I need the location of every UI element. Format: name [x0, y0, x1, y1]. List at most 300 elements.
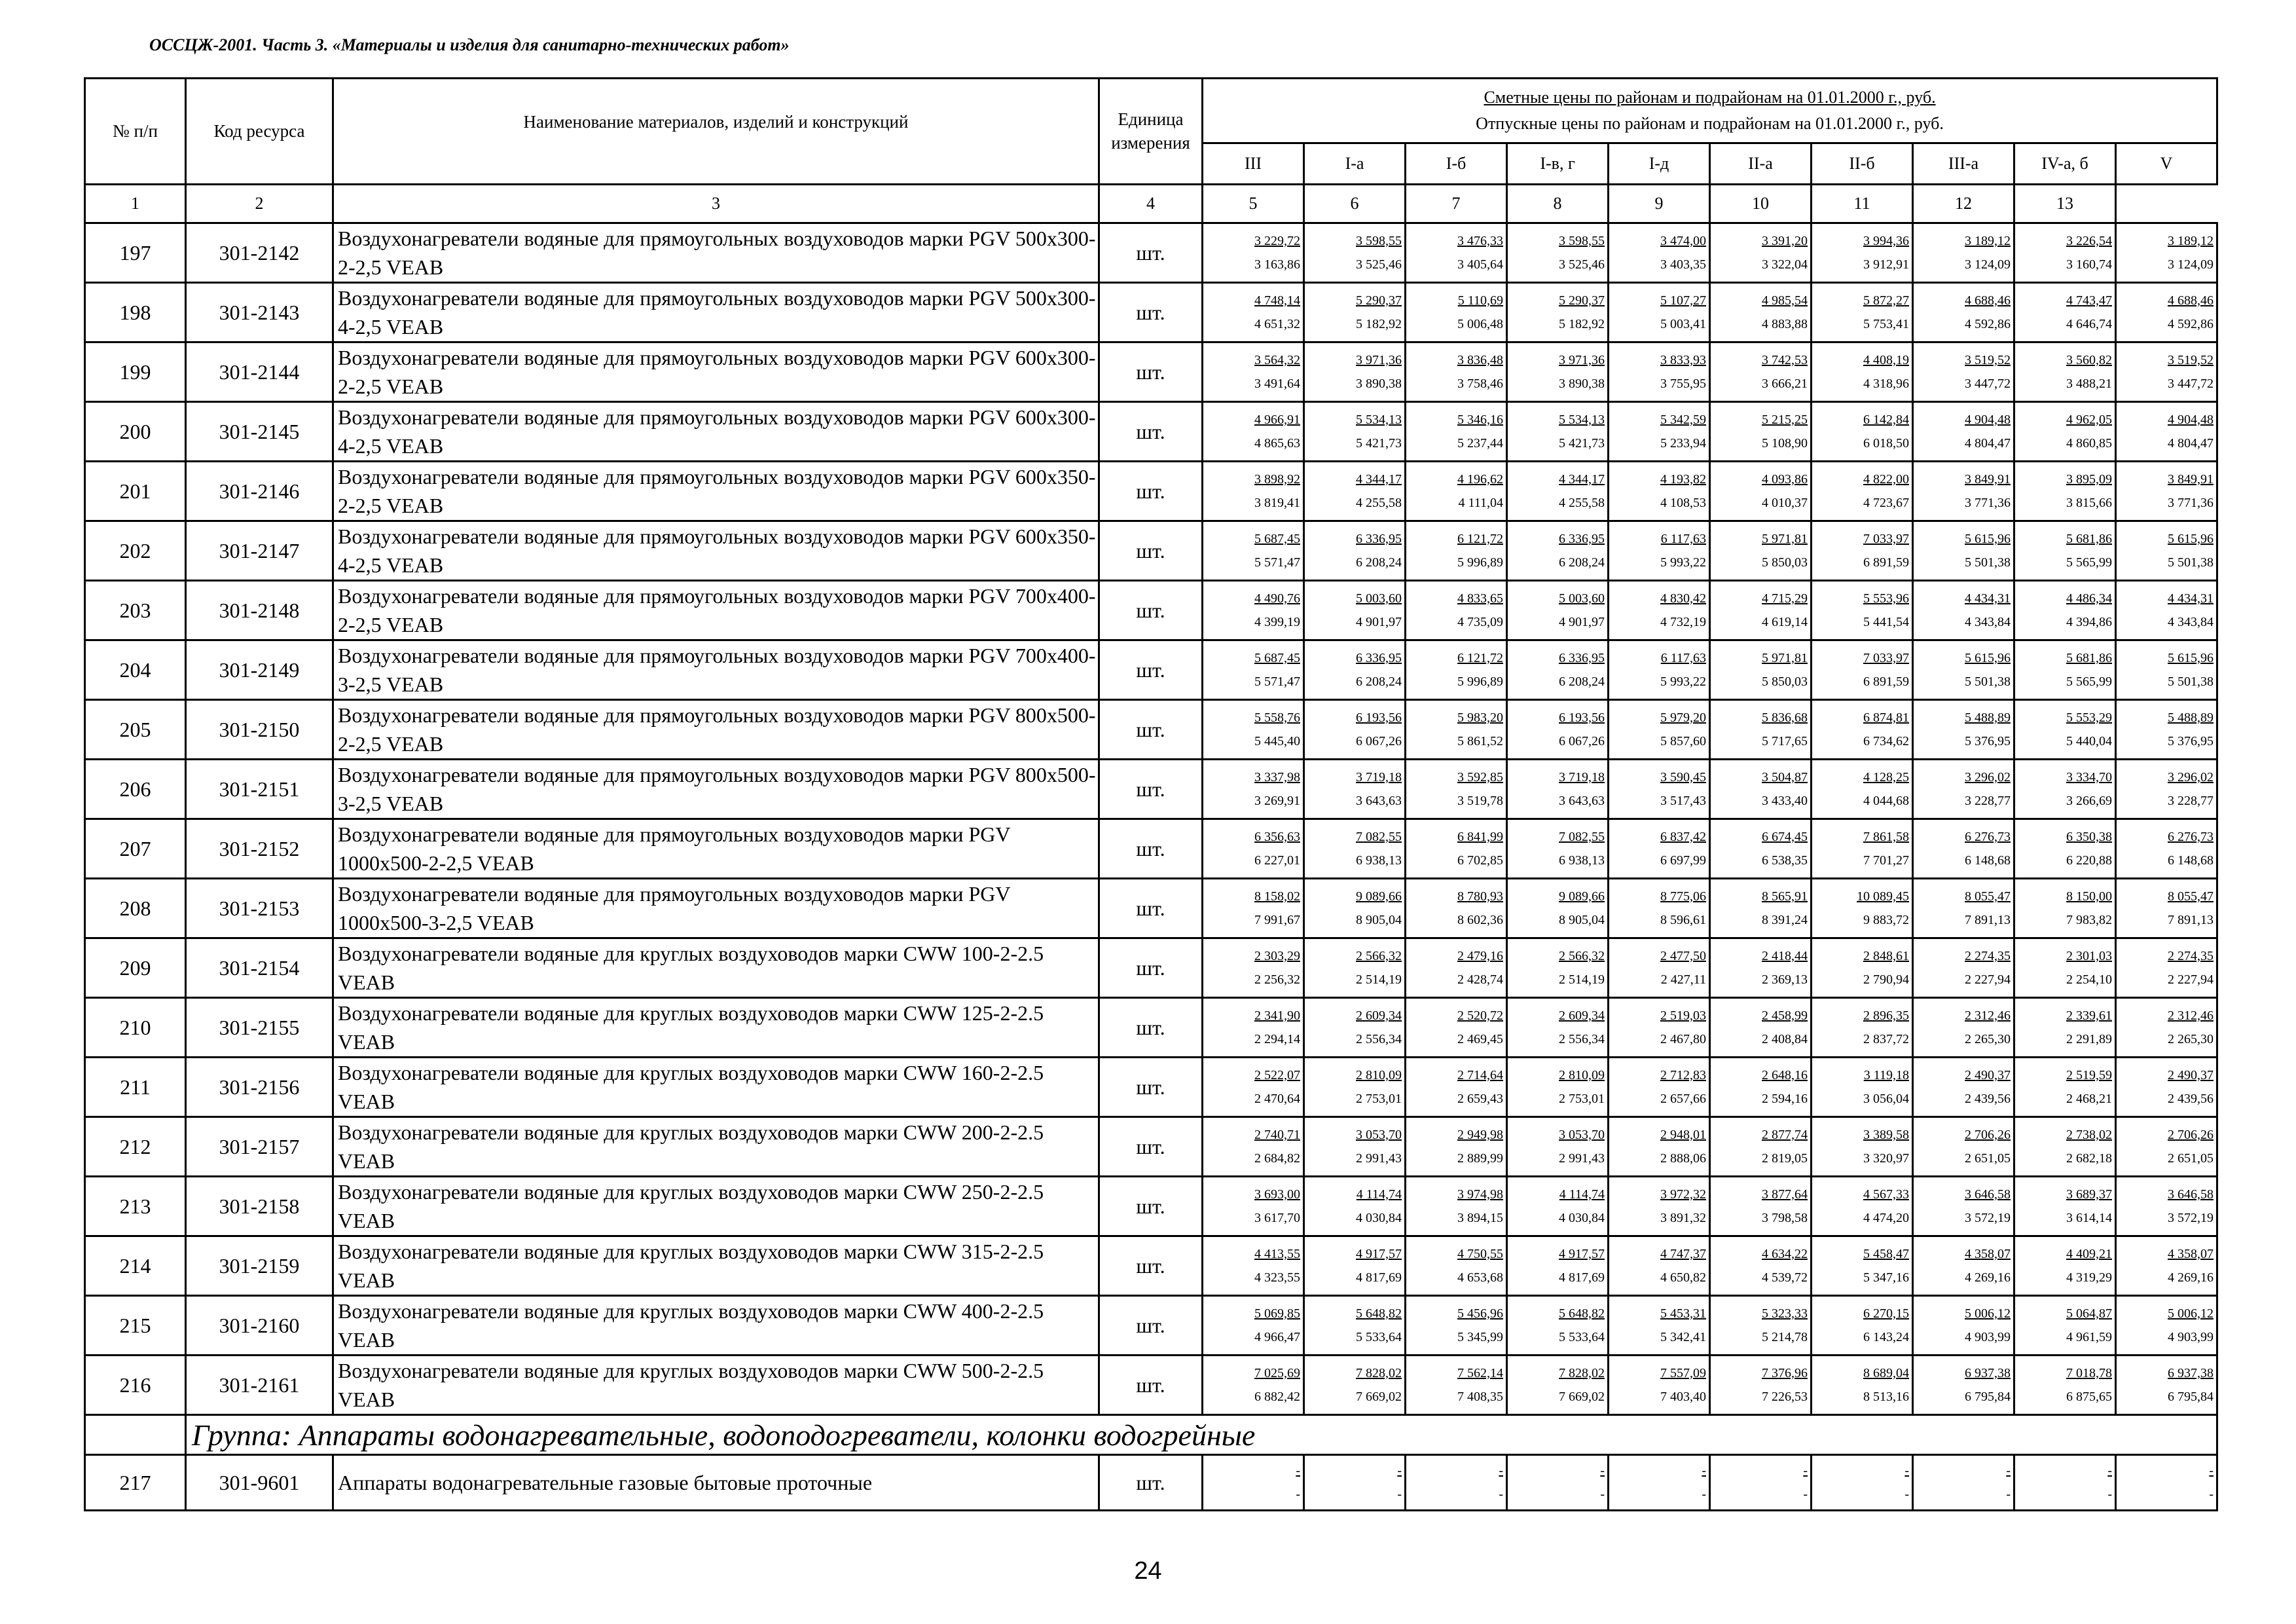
wholesale-price: 5 571,47	[1254, 555, 1300, 570]
region-header: III-а	[1913, 143, 2014, 185]
estimate-price: 6 117,63	[1660, 651, 1706, 665]
wholesale-price: 4 319,29	[2066, 1270, 2112, 1285]
estimate-price: 2 418,44	[1762, 949, 1808, 963]
estimate-price: 8 158,02	[1254, 889, 1300, 904]
estimate-price: 2 810,09	[1559, 1068, 1605, 1082]
price-cell	[1203, 1117, 1304, 1177]
price-cell	[2116, 819, 2217, 879]
wholesale-price: -	[1296, 1487, 1300, 1502]
estimate-price: 3 334,70	[2066, 770, 2112, 784]
price-cell	[1203, 819, 1304, 879]
price-cell	[1710, 521, 1812, 581]
estimate-price: 6 121,72	[1457, 532, 1503, 546]
price-cell	[1507, 283, 1609, 342]
price-cell	[1913, 998, 2014, 1058]
estimate-price: 8 780,93	[1457, 889, 1503, 904]
wholesale-price: 7 891,13	[1965, 913, 2011, 927]
estimate-price: 4 830,42	[1660, 591, 1706, 606]
wholesale-price: 8 391,24	[1762, 913, 1808, 927]
wholesale-price: 2 819,05	[1762, 1151, 1808, 1166]
price-cell	[1609, 1356, 1710, 1415]
row-number: 213	[85, 1177, 186, 1236]
estimate-price: 2 877,74	[1762, 1128, 1808, 1142]
region-header: I-а	[1304, 143, 1406, 185]
wholesale-price: 6 875,65	[2066, 1390, 2112, 1404]
wholesale-price: 4 646,74	[2066, 317, 2112, 331]
price-cell	[2014, 1117, 2116, 1177]
estimate-price: 5 342,59	[1660, 413, 1706, 427]
estimate-price: 5 648,82	[1356, 1306, 1402, 1321]
price-cell	[1812, 283, 1913, 342]
wholesale-price: 5 571,47	[1254, 674, 1300, 689]
wholesale-price: -	[2209, 1487, 2214, 1502]
wholesale-price: 5 182,92	[1559, 317, 1605, 331]
estimate-price: 4 344,17	[1356, 472, 1402, 487]
wholesale-price: 6 891,59	[1863, 555, 1909, 570]
estimate-price: 6 356,63	[1254, 830, 1300, 844]
unit: шт.	[1099, 938, 1203, 998]
unit: шт.	[1099, 700, 1203, 760]
resource-code: 301-2148	[186, 581, 333, 640]
price-cell	[1304, 938, 1406, 998]
price-cell	[1812, 640, 1913, 700]
resource-code: 301-2161	[186, 1356, 333, 1415]
wholesale-price: 3 160,74	[2066, 257, 2112, 272]
estimate-price: 6 336,95	[1356, 532, 1402, 546]
table-row	[85, 1455, 2217, 1511]
price-cell	[1507, 760, 1609, 819]
wholesale-price: 3 771,36	[1965, 496, 2011, 510]
estimate-price: 7 033,97	[1863, 532, 1909, 546]
price-cell	[2116, 938, 2217, 998]
wholesale-price: 6 208,24	[1559, 555, 1605, 570]
price-cell	[1406, 462, 1507, 521]
material-name: Воздухонагреватели водяные для прямоугольных воздуховодов марки PGV 600x300-2-2,5 VEAB	[333, 342, 1099, 402]
estimate-price: 3 972,32	[1660, 1187, 1706, 1202]
estimate-price: 5 872,27	[1863, 293, 1909, 308]
estimate-price: 5 110,69	[1457, 293, 1503, 308]
wholesale-price: 4 653,68	[1457, 1270, 1503, 1285]
wholesale-price: 2 790,94	[1863, 972, 1909, 987]
wholesale-price: 2 469,45	[1457, 1032, 1503, 1046]
resource-code: 301-2156	[186, 1058, 333, 1117]
price-cell	[1812, 402, 1913, 462]
estimate-price: 3 389,58	[1863, 1128, 1909, 1142]
estimate-price: 8 055,47	[1965, 889, 2011, 904]
price-cell	[2014, 1356, 2116, 1415]
estimate-price: 3 849,91	[2168, 472, 2214, 487]
column-number: 4	[1099, 185, 1203, 223]
price-cell	[1609, 1236, 1710, 1296]
estimate-price: 5 003,60	[1356, 591, 1402, 606]
wholesale-price: -	[1803, 1487, 1808, 1502]
price-cell	[1913, 342, 2014, 402]
wholesale-price: 5 376,95	[1965, 734, 2011, 748]
estimate-price: 6 874,81	[1863, 710, 1909, 725]
wholesale-price: 2 467,80	[1660, 1032, 1706, 1046]
estimate-price: 4 114,74	[1559, 1187, 1605, 1202]
estimate-price: 4 743,47	[2066, 293, 2112, 308]
estimate-price: 4 688,46	[1965, 293, 2011, 308]
price-cell	[2116, 640, 2217, 700]
resource-code: 301-2151	[186, 760, 333, 819]
estimate-price: 3 296,02	[1965, 770, 2011, 784]
estimate-price: 6 270,15	[1863, 1306, 1909, 1321]
wholesale-price: 7 669,02	[1356, 1390, 1402, 1404]
estimate-price: 4 408,19	[1863, 353, 1909, 367]
table-row	[85, 879, 2217, 938]
wholesale-price: 3 517,43	[1660, 794, 1706, 808]
material-name: Воздухонагреватели водяные для круглых воздуховодов марки CWW 200-2-2.5 VEAB	[333, 1117, 1099, 1177]
estimate-price: 4 344,17	[1559, 472, 1605, 487]
table-row	[85, 998, 2217, 1058]
unit: шт.	[1099, 1058, 1203, 1117]
price-cell	[2116, 581, 2217, 640]
wholesale-price: 2 439,56	[1965, 1092, 2011, 1106]
estimate-price: 6 937,38	[1965, 1366, 2011, 1380]
estimate-price: 6 276,73	[2168, 830, 2214, 844]
price-cell	[2014, 640, 2116, 700]
column-number: 7	[1406, 185, 1507, 223]
price-cell	[2116, 283, 2217, 342]
estimate-price: 2 339,61	[2066, 1008, 2112, 1023]
price-cell	[1913, 1117, 2014, 1177]
unit: шт.	[1099, 283, 1203, 342]
table-row	[85, 342, 2217, 402]
region-header: II-а	[1710, 143, 1812, 185]
price-cell	[1507, 1455, 1609, 1511]
wholesale-price: 4 865,63	[1254, 436, 1300, 451]
wholesale-price: 5 533,64	[1559, 1330, 1605, 1344]
row-number: 198	[85, 283, 186, 342]
price-cell	[1812, 521, 1913, 581]
wholesale-price: 4 255,58	[1356, 496, 1402, 510]
estimate-price: 2 477,50	[1660, 949, 1706, 963]
material-name: Воздухонагреватели водяные для круглых воздуховодов марки CWW 400-2-2.5 VEAB	[333, 1296, 1099, 1356]
estimate-price: 7 828,02	[1356, 1366, 1402, 1380]
table-row	[85, 640, 2217, 700]
table-row	[85, 1058, 2217, 1117]
table-row	[85, 938, 2217, 998]
unit: шт.	[1099, 342, 1203, 402]
price-cell	[1507, 1296, 1609, 1356]
material-name: Воздухонагреватели водяные для прямоугольных воздуховодов марки PGV 700x400-3-2,5 VEAB	[333, 640, 1099, 700]
estimate-price: 3 742,53	[1762, 353, 1808, 367]
wholesale-price: 3 643,63	[1356, 794, 1402, 808]
estimate-price: 5 107,27	[1660, 293, 1706, 308]
wholesale-price: 5 421,73	[1356, 436, 1402, 451]
estimate-price: 5 648,82	[1559, 1306, 1605, 1321]
estimate-price: 5 323,33	[1762, 1306, 1808, 1321]
estimate-price: 6 193,56	[1356, 710, 1402, 725]
price-cell	[1609, 760, 1710, 819]
region-header: V	[2116, 143, 2217, 185]
wholesale-price: 3 891,32	[1660, 1211, 1706, 1225]
wholesale-price: 4 817,69	[1356, 1270, 1402, 1285]
price-cell	[2116, 1356, 2217, 1415]
unit: шт.	[1099, 1296, 1203, 1356]
price-cell	[1609, 521, 1710, 581]
wholesale-price: 6 220,88	[2066, 853, 2112, 868]
estimate-price: 4 747,37	[1660, 1247, 1706, 1261]
price-cell	[1609, 819, 1710, 879]
price-cell	[1406, 998, 1507, 1058]
column-number: 12	[1913, 185, 2014, 223]
group-label: Группа: Аппараты водонагревательные, водоподогреватели, колонки водогрейные	[186, 1415, 2217, 1455]
wholesale-price: 5 565,99	[2066, 674, 2112, 689]
estimate-price: 10 089,45	[1857, 889, 1909, 904]
wholesale-price: 3 525,46	[1559, 257, 1605, 272]
header-code: Код ресурса	[186, 79, 333, 185]
estimate-price: 5 456,96	[1457, 1306, 1503, 1321]
estimate-price: 8 055,47	[2168, 889, 2214, 904]
estimate-price: 2 312,46	[1965, 1008, 2011, 1023]
price-cell	[1812, 462, 1913, 521]
price-cell	[1203, 998, 1304, 1058]
wholesale-price: 4 010,37	[1762, 496, 1808, 510]
wholesale-price: 5 421,73	[1559, 436, 1605, 451]
price-cell	[1812, 760, 1913, 819]
price-cell	[1406, 819, 1507, 879]
estimate-price: 6 336,95	[1356, 651, 1402, 665]
wholesale-price: 5 376,95	[2168, 734, 2214, 748]
wholesale-price: 4 804,47	[2168, 436, 2214, 451]
region-header: IV-а, б	[2014, 143, 2116, 185]
estimate-price: -	[1600, 1464, 1605, 1478]
wholesale-price: 4 650,82	[1660, 1270, 1706, 1285]
material-name: Воздухонагреватели водяные для круглых воздуховодов марки CWW 160-2-2.5 VEAB	[333, 1058, 1099, 1117]
header-prices-wholesale: Отпускные цены по районам и подрайонам на 01.01.2000 г., руб.	[1476, 114, 1944, 133]
wholesale-price: 6 208,24	[1356, 555, 1402, 570]
unit: шт.	[1099, 581, 1203, 640]
estimate-price: 4 193,82	[1660, 472, 1706, 487]
estimate-price: 2 458,99	[1762, 1008, 1808, 1023]
estimate-price: 6 336,95	[1559, 532, 1605, 546]
estimate-price: 3 476,33	[1457, 234, 1503, 248]
price-cell	[2014, 223, 2116, 283]
estimate-price: 5 458,47	[1863, 1247, 1909, 1261]
estimate-price: 5 615,96	[2168, 651, 2214, 665]
wholesale-price: 7 891,13	[2168, 913, 2214, 927]
price-cell	[1812, 223, 1913, 283]
price-cell	[1406, 342, 1507, 402]
price-cell	[1609, 283, 1710, 342]
estimate-price: 3 592,85	[1457, 770, 1503, 784]
price-cell	[1406, 1296, 1507, 1356]
price-cell	[1812, 1455, 1913, 1511]
row-number: 214	[85, 1236, 186, 1296]
row-number: 216	[85, 1356, 186, 1415]
wholesale-price: 2 594,16	[1762, 1092, 1808, 1106]
estimate-price: 5 615,96	[1965, 651, 2011, 665]
wholesale-price: 5 533,64	[1356, 1330, 1402, 1344]
wholesale-price: 3 447,72	[1965, 377, 2011, 391]
wholesale-price: 4 817,69	[1559, 1270, 1605, 1285]
estimate-price: 5 453,31	[1660, 1306, 1706, 1321]
wholesale-price: 3 228,77	[2168, 794, 2214, 808]
row-number: 199	[85, 342, 186, 402]
price-cell	[2014, 1296, 2116, 1356]
price-cell	[1304, 283, 1406, 342]
price-cell	[1507, 938, 1609, 998]
wholesale-price: 5 501,38	[1965, 555, 2011, 570]
estimate-price: 2 896,35	[1863, 1008, 1909, 1023]
wholesale-price: 3 758,46	[1457, 377, 1503, 391]
wholesale-price: 3 819,41	[1254, 496, 1300, 510]
estimate-price: 4 486,34	[2066, 591, 2112, 606]
price-cell	[1203, 223, 1304, 283]
wholesale-price: 2 294,14	[1254, 1032, 1300, 1046]
estimate-price: -	[1702, 1464, 1706, 1478]
estimate-price: 3 598,55	[1356, 234, 1402, 248]
material-name: Воздухонагреватели водяные для круглых воздуховодов марки CWW 315-2-2.5 VEAB	[333, 1236, 1099, 1296]
wholesale-price: 2 428,74	[1457, 972, 1503, 987]
wholesale-price: 2 514,19	[1559, 972, 1605, 987]
column-number: 6	[1304, 185, 1406, 223]
wholesale-price: 5 006,48	[1457, 317, 1503, 331]
price-cell	[1203, 760, 1304, 819]
price-cell	[2014, 938, 2116, 998]
wholesale-price: 7 226,53	[1762, 1390, 1808, 1404]
price-cell	[1609, 640, 1710, 700]
price-cell	[2116, 1058, 2217, 1117]
price-cell	[1406, 283, 1507, 342]
price-cell	[1507, 581, 1609, 640]
estimate-price: 6 674,45	[1762, 830, 1808, 844]
estimate-price: 3 337,98	[1254, 770, 1300, 784]
price-cell	[1304, 1455, 1406, 1511]
estimate-price: 4 409,21	[2066, 1247, 2112, 1261]
price-cell	[1710, 1356, 1812, 1415]
wholesale-price: 8 602,36	[1457, 913, 1503, 927]
price-cell	[1304, 342, 1406, 402]
estimate-price: 4 413,55	[1254, 1247, 1300, 1261]
table-row	[85, 819, 2217, 879]
estimate-price: 5 346,16	[1457, 413, 1503, 427]
wholesale-price: 2 265,30	[1965, 1032, 2011, 1046]
resource-code: 301-2145	[186, 402, 333, 462]
estimate-price: 5 979,20	[1660, 710, 1706, 725]
estimate-price: 3 646,58	[2168, 1187, 2214, 1202]
estimate-price: 4 490,76	[1254, 591, 1300, 606]
estimate-price: 2 738,02	[2066, 1128, 2112, 1142]
wholesale-price: 3 771,36	[2168, 496, 2214, 510]
estimate-price: 2 303,29	[1254, 949, 1300, 963]
price-cell	[1203, 879, 1304, 938]
price-cell	[2116, 1296, 2217, 1356]
price-cell	[1609, 1296, 1710, 1356]
wholesale-price: 5 233,94	[1660, 436, 1706, 451]
price-cell	[1812, 938, 1913, 998]
estimate-price: 5 687,45	[1254, 532, 1300, 546]
price-cell	[1507, 1117, 1609, 1177]
wholesale-price: 5 214,78	[1762, 1330, 1808, 1344]
estimate-price: 3 391,20	[1762, 234, 1808, 248]
column-number: 2	[186, 185, 333, 223]
estimate-price: 2 740,71	[1254, 1128, 1300, 1142]
price-cell	[1507, 521, 1609, 581]
estimate-price: 4 985,54	[1762, 293, 1808, 308]
estimate-price: 2 490,37	[2168, 1068, 2214, 1082]
wholesale-price: 4 111,04	[1458, 496, 1503, 510]
price-cell	[1304, 1296, 1406, 1356]
estimate-price: 4 093,86	[1762, 472, 1808, 487]
header-name: Наименование материалов, изделий и конструкций	[333, 79, 1099, 185]
wholesale-price: 7 669,02	[1559, 1390, 1605, 1404]
estimate-price: 4 434,31	[1965, 591, 2011, 606]
estimate-price: 3 693,00	[1254, 1187, 1300, 1202]
wholesale-price: 5 850,03	[1762, 674, 1808, 689]
price-cell	[1507, 998, 1609, 1058]
estimate-price: 3 974,98	[1457, 1187, 1503, 1202]
material-name: Воздухонагреватели водяные для прямоугольных воздуховодов марки PGV 600x350-4-2,5 VEAB	[333, 521, 1099, 581]
wholesale-price: 4 269,16	[2168, 1270, 2214, 1285]
table-row	[85, 700, 2217, 760]
region-header: III	[1203, 143, 1304, 185]
price-cell	[1304, 1117, 1406, 1177]
wholesale-price: 3 124,09	[1965, 257, 2011, 272]
price-cell	[1304, 521, 1406, 581]
header-prices-estimate: Сметные цены по районам и подрайонам на 01.01.2000 г., руб.	[1484, 88, 1936, 107]
row-number: 210	[85, 998, 186, 1058]
price-cell	[1406, 1236, 1507, 1296]
wholesale-price: 8 513,16	[1863, 1390, 1909, 1404]
estimate-price: 3 053,70	[1356, 1128, 1402, 1142]
estimate-price: 2 948,01	[1660, 1128, 1706, 1142]
price-cell	[2014, 283, 2116, 342]
wholesale-price: 3 617,70	[1254, 1211, 1300, 1225]
resource-code: 301-2144	[186, 342, 333, 402]
row-number: 208	[85, 879, 186, 938]
estimate-price: 6 350,38	[2066, 830, 2112, 844]
estimate-price: 4 688,46	[2168, 293, 2214, 308]
price-cell	[1812, 1236, 1913, 1296]
price-cell	[1203, 1356, 1304, 1415]
table-row	[85, 402, 2217, 462]
price-cell	[1710, 1455, 1812, 1511]
price-cell	[2014, 462, 2116, 521]
estimate-price: 3 689,37	[2066, 1187, 2112, 1202]
wholesale-price: 4 343,84	[1965, 615, 2011, 629]
price-cell	[2116, 342, 2217, 402]
table-row	[85, 283, 2217, 342]
price-cell	[1609, 342, 1710, 402]
wholesale-price: 6 148,68	[2168, 853, 2214, 868]
price-cell	[1913, 462, 2014, 521]
price-cell	[1609, 581, 1710, 640]
wholesale-price: 2 470,64	[1254, 1092, 1300, 1106]
resource-code: 301-2147	[186, 521, 333, 581]
price-cell	[2116, 462, 2217, 521]
wholesale-price: 2 439,56	[2168, 1092, 2214, 1106]
wholesale-price: 5 996,89	[1457, 555, 1503, 570]
row-number: 202	[85, 521, 186, 581]
price-cell	[1304, 1177, 1406, 1236]
estimate-price: 6 837,42	[1660, 830, 1706, 844]
unit: шт.	[1099, 1455, 1203, 1511]
price-cell	[1203, 521, 1304, 581]
wholesale-price: -	[2107, 1487, 2112, 1502]
price-cell	[1304, 1236, 1406, 1296]
wholesale-price: 6 538,35	[1762, 853, 1808, 868]
header-num: № п/п	[85, 79, 186, 185]
estimate-price: 4 715,29	[1762, 591, 1808, 606]
wholesale-price: 2 991,43	[1559, 1151, 1605, 1166]
estimate-price: 3 519,52	[1965, 353, 2011, 367]
wholesale-price: 2 684,82	[1254, 1151, 1300, 1166]
price-cell	[2014, 521, 2116, 581]
price-cell	[2116, 760, 2217, 819]
